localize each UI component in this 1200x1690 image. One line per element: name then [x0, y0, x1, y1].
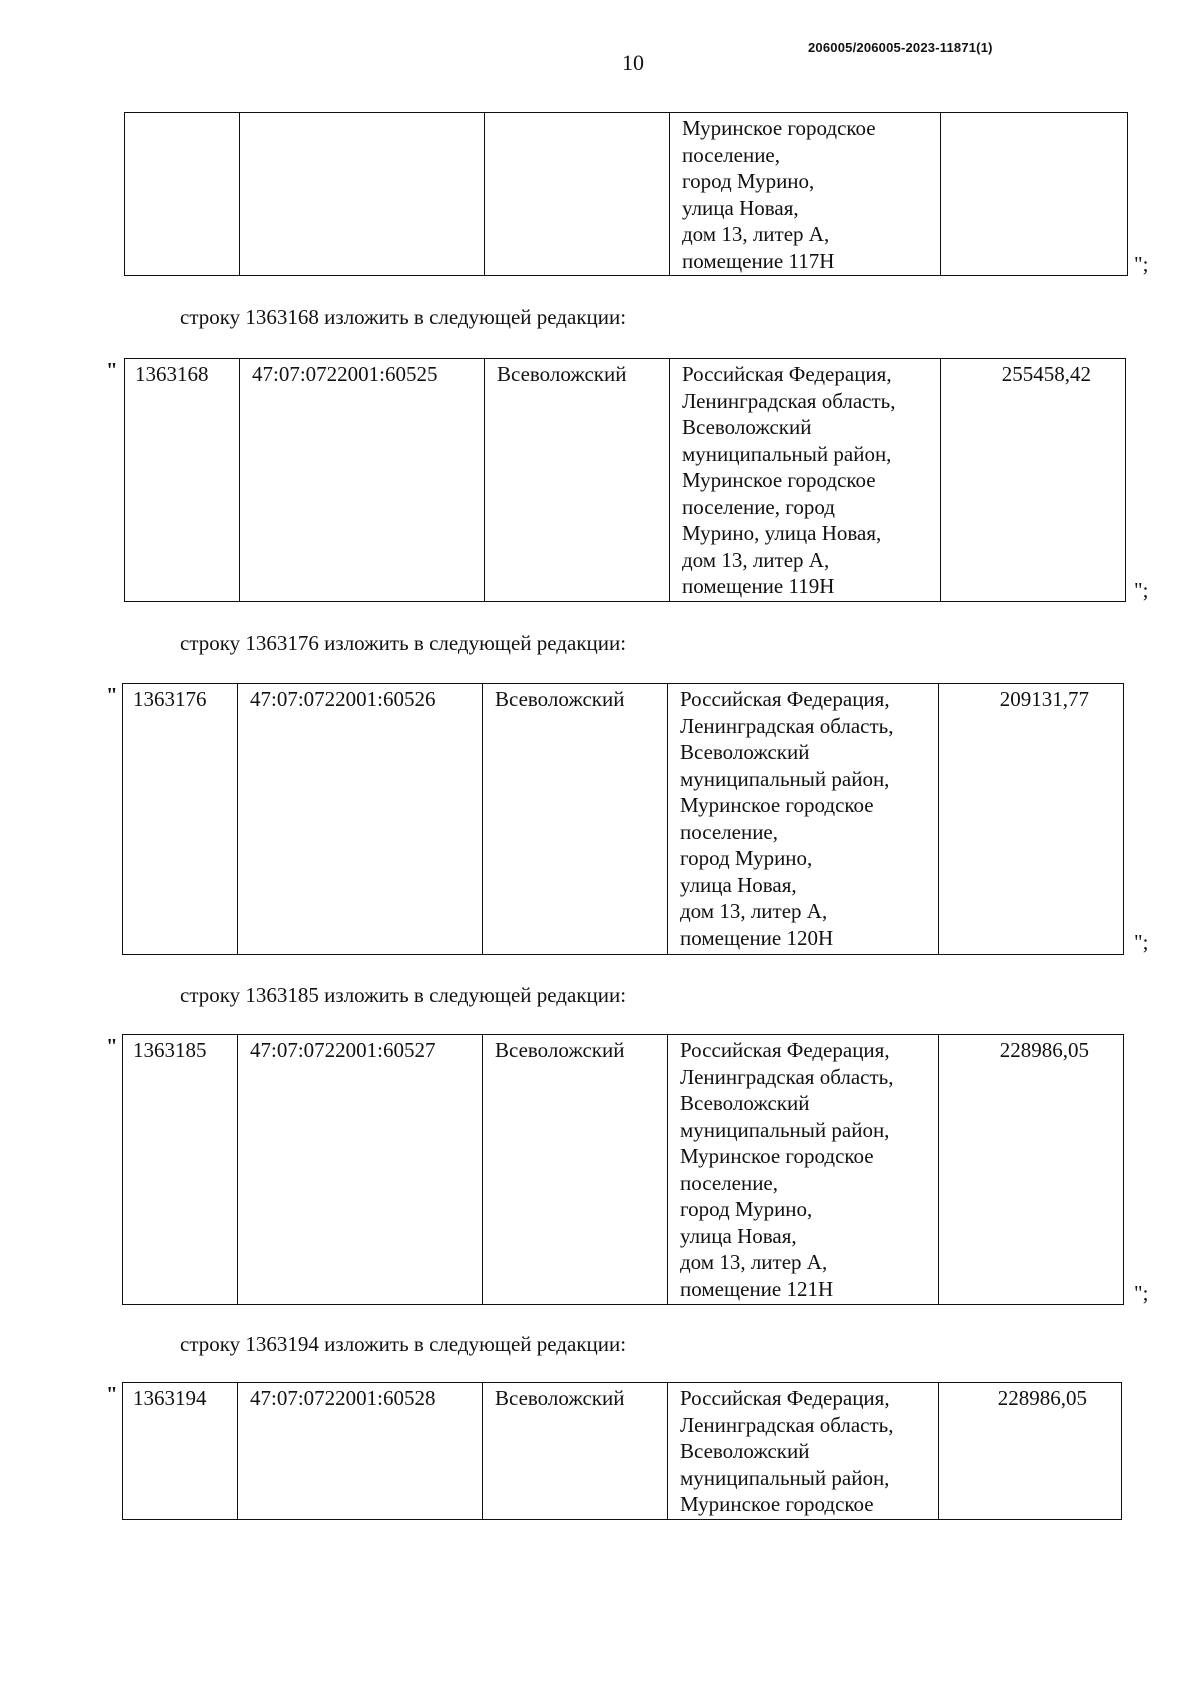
cell-district: Всеволожский — [483, 1383, 668, 1519]
cell-cadastral-value: 228986,05 — [997, 1386, 1087, 1410]
cell-address — [668, 1383, 939, 1519]
cell-cadastral-value: 255458,42 — [1001, 362, 1091, 386]
address-line: улица Новая, — [680, 872, 797, 897]
cell-address — [668, 1035, 939, 1304]
cell-row-number: 1363185 — [123, 1035, 238, 1304]
address-line: Российская Федерация, — [682, 362, 892, 386]
table-fragment-continuation — [124, 112, 1128, 276]
closing-quote: "; — [1134, 252, 1149, 276]
opening-quote: " — [106, 1382, 118, 1406]
address-line: поселение, город — [682, 494, 835, 519]
amendment-instruction: строку 1363185 изложить в следующей редакции: — [180, 983, 627, 1007]
address-line: Российская Федерация, — [680, 687, 890, 711]
address-line: Муринское городское — [680, 1144, 874, 1168]
opening-quote: " — [106, 683, 118, 707]
address-line: улица Новая, — [680, 1223, 797, 1248]
address-line: Муринское городское — [680, 1492, 874, 1516]
cell-district — [485, 113, 670, 275]
amendment-instruction: строку 1363176 изложить в следующей редакции: — [180, 631, 627, 655]
address-line: Всеволожский — [682, 415, 812, 439]
cell-row-number: 1363168 — [125, 359, 240, 601]
cell-cadastral-value — [941, 113, 1127, 275]
address-line: Мурино, улица Новая, — [682, 521, 882, 545]
cell-cadastral-number: 47:07:0722001:60527 — [238, 1035, 483, 1304]
amendment-instruction: строку 1363194 изложить в следующей редакции: — [180, 1332, 627, 1356]
closing-quote: "; — [1134, 578, 1149, 602]
opening-quote: " — [106, 1034, 118, 1058]
address-line: город Мурино, — [680, 846, 813, 870]
cell-district: Всеволожский — [483, 1035, 668, 1304]
address-line: помещение 120Н — [680, 925, 834, 950]
address-line: Всеволожский — [680, 740, 810, 764]
address-line: Российская Федерация, — [680, 1038, 890, 1062]
address-line: поселение, — [680, 1170, 779, 1195]
address-line: помещение 119Н — [682, 574, 835, 598]
address-line: Муринское городское — [682, 116, 876, 140]
address-line: город Мурино, — [682, 169, 815, 193]
address-line: Российская Федерация, — [680, 1386, 890, 1410]
cell-row-number: 1363194 — [123, 1383, 238, 1519]
address-line: Всеволожский — [680, 1091, 810, 1115]
cell-cadastral-number: 47:07:0722001:60525 — [240, 359, 485, 601]
address-line: поселение, — [682, 142, 781, 167]
cell-cadastral-value: 228986,05 — [999, 1038, 1089, 1062]
address-line: дом 13, литер А, — [682, 222, 830, 246]
page-number: 10 — [622, 50, 644, 75]
document-id: 206005/206005-2023-11871(1) — [808, 40, 993, 55]
opening-quote: " — [106, 358, 118, 382]
cell-cadastral-number: 47:07:0722001:60528 — [238, 1383, 483, 1519]
table-row-1363185 — [122, 1034, 1124, 1305]
cell-cadastral-number — [240, 113, 485, 275]
cell-cadastral-number: 47:07:0722001:60526 — [238, 684, 483, 954]
table-row-1363194 — [122, 1382, 1122, 1520]
cell-address — [668, 684, 939, 954]
amendment-instruction: строку 1363168 изложить в следующей редакции: — [180, 305, 627, 329]
address-line: муниципальный район, — [680, 766, 890, 791]
cell-address — [670, 359, 941, 601]
address-line: Всеволожский — [680, 1439, 810, 1463]
address-line: дом 13, литер А, — [682, 547, 830, 572]
address-line: город Мурино, — [680, 1197, 813, 1221]
address-line: Ленинградская область, — [682, 388, 896, 413]
address-line: Ленинградская область, — [680, 1412, 894, 1437]
cell-district: Всеволожский — [483, 684, 668, 954]
address-line: помещение 117Н — [682, 248, 835, 273]
address-line: дом 13, литер А, — [680, 1250, 828, 1274]
closing-quote: "; — [1134, 1281, 1149, 1305]
address-line: Муринское городское — [680, 793, 874, 817]
table-row-1363176 — [122, 683, 1124, 955]
address-line: муниципальный район, — [680, 1117, 890, 1142]
table-row-1363168 — [124, 358, 1126, 602]
cell-row-number: 1363176 — [123, 684, 238, 954]
cell-row-number — [125, 113, 240, 275]
address-line: помещение 121Н — [680, 1276, 834, 1301]
address-line: дом 13, литер А, — [680, 899, 828, 923]
address-line: Муринское городское — [682, 468, 876, 492]
address-line: муниципальный район, — [680, 1465, 890, 1490]
address-line: Ленинградская область, — [680, 1064, 894, 1089]
address-line: улица Новая, — [682, 195, 799, 220]
address-line: Ленинградская область, — [680, 713, 894, 738]
cell-address — [670, 113, 941, 275]
closing-quote: "; — [1134, 930, 1149, 954]
address-line: муниципальный район, — [682, 441, 892, 466]
cell-cadastral-value: 209131,77 — [999, 687, 1089, 711]
address-line: поселение, — [680, 819, 779, 844]
cell-district: Всеволожский — [485, 359, 670, 601]
